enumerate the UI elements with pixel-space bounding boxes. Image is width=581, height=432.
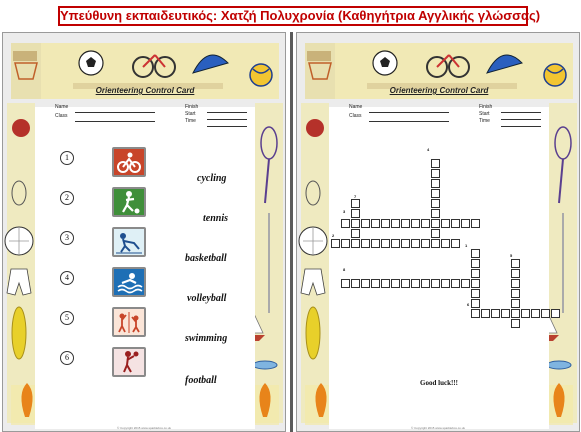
crossword-cell: [431, 169, 440, 178]
word-cycling: cycling: [197, 173, 227, 184]
volleyball-icon: [112, 307, 146, 337]
crossword-cell: [431, 219, 440, 228]
crossword-cell: [421, 219, 430, 228]
crossword-cell: [431, 229, 440, 238]
crossword-cell: [341, 239, 350, 248]
crossword-cell: [351, 239, 360, 248]
crossword-cell: [501, 309, 510, 318]
crossword-cell: [431, 179, 440, 188]
crossword-cell: [431, 209, 440, 218]
clue-number-4: 4: [427, 147, 430, 152]
name-label: Name: [349, 104, 363, 110]
crossword-cell: [471, 309, 480, 318]
good-luck-text: Good luck!!!: [420, 379, 458, 387]
crossword-cell: [401, 279, 410, 288]
crossword-cell: [421, 279, 430, 288]
clue-number-5: 5: [510, 253, 513, 258]
crossword-grid: [329, 107, 549, 407]
clue-number-1: 1: [465, 243, 468, 248]
crossword-cell: [381, 279, 390, 288]
clue-number-6: 6: [467, 302, 470, 307]
crossword-cell: [351, 199, 360, 208]
crossword-cell: [541, 309, 550, 318]
copyright-note: © Copyright 2015 www.sparklebox.co.uk: [411, 426, 465, 430]
crossword-cell: [431, 189, 440, 198]
finish-label: Finish: [479, 104, 493, 110]
word-volleyball: volleyball: [187, 293, 227, 304]
clue-number-3: 3: [343, 209, 346, 214]
card-body: [35, 86, 255, 429]
clue-number-8: 8: [343, 267, 346, 272]
crossword-cell: [511, 269, 520, 278]
crossword-cell: [411, 219, 420, 228]
crossword-cell: [391, 239, 400, 248]
crossword-cell: [341, 219, 350, 228]
card-title: Orienteering Control Card: [389, 86, 489, 95]
football-icon: [112, 187, 146, 217]
crossword-cell: [451, 239, 460, 248]
crossword-cell: [361, 239, 370, 248]
crossword-cell: [511, 319, 520, 328]
start-label: Start: [185, 111, 196, 117]
crossword-cell: [471, 269, 480, 278]
crossword-cell: [441, 219, 450, 228]
crossword-cell: [351, 219, 360, 228]
finish-line: [207, 112, 247, 113]
crossword-cell: [491, 309, 500, 318]
class-label: Class: [55, 113, 68, 119]
swimming-icon: [112, 267, 146, 297]
crossword-cell: [461, 279, 470, 288]
control-number-6: 6: [60, 351, 74, 365]
crossword-cell: [381, 239, 390, 248]
class-label: Class: [349, 113, 362, 119]
crossword-cell: [521, 309, 530, 318]
crossword-cell: [431, 199, 440, 208]
word-basketball: basketball: [185, 253, 227, 264]
control-number-2: 2: [60, 191, 74, 205]
crossword-cell: [371, 239, 380, 248]
card-body: [329, 86, 549, 429]
page-divider: [290, 32, 293, 432]
control-number-5: 5: [60, 311, 74, 325]
crossword-cell: [351, 209, 360, 218]
left-worksheet: [2, 32, 286, 432]
crossword-cell: [411, 279, 420, 288]
crossword-cell: [431, 159, 440, 168]
crossword-cell: [471, 299, 480, 308]
crossword-cell: [371, 219, 380, 228]
crossword-cell: [361, 279, 370, 288]
crossword-cell: [381, 219, 390, 228]
crossword-cell: [341, 279, 350, 288]
crossword-cell: [511, 309, 520, 318]
word-swimming: swimming: [185, 333, 228, 344]
crossword-cell: [361, 219, 370, 228]
crossword-cell: [471, 249, 480, 258]
card-title: Orienteering Control Card: [95, 86, 195, 95]
crossword-cell: [351, 279, 360, 288]
time-line: [207, 126, 247, 127]
crossword-cell: [401, 239, 410, 248]
word-football: football: [185, 375, 217, 386]
time-label: Time: [185, 118, 196, 124]
crossword-cell: [451, 279, 460, 288]
crossword-cell: [511, 259, 520, 268]
control-number-1: 1: [60, 151, 74, 165]
crossword-cell: [331, 239, 340, 248]
copyright-note: © Copyright 2015 www.sparklebox.co.uk: [117, 426, 171, 430]
right-worksheet: [296, 32, 580, 432]
crossword-cell: [471, 259, 480, 268]
crossword-cell: [431, 239, 440, 248]
clue-number-7: 7: [354, 194, 357, 199]
control-number-3: 3: [60, 231, 74, 245]
cycling-icon: [112, 147, 146, 177]
crossword-cell: [471, 289, 480, 298]
crossword-cell: [421, 239, 430, 248]
crossword-cell: [511, 289, 520, 298]
crossword-cell: [511, 299, 520, 308]
crossword-cell: [471, 219, 480, 228]
crossword-cell: [441, 239, 450, 248]
crossword-cell: [391, 219, 400, 228]
name-line: [75, 112, 155, 113]
crossword-cell: [511, 279, 520, 288]
crossword-cell: [461, 219, 470, 228]
teacher-banner: Υπεύθυνη εκπαιδευτικός: Χατζή Πολυχρονία (Καθηγήτρια Αγγλικής γλώσσας): [58, 6, 528, 26]
control-number-4: 4: [60, 271, 74, 285]
start-line: [207, 119, 247, 120]
hockey-icon: [112, 227, 146, 257]
crossword-cell: [441, 279, 450, 288]
crossword-cell: [371, 279, 380, 288]
clue-number-2: 2: [332, 233, 335, 238]
crossword-cell: [401, 219, 410, 228]
crossword-cell: [351, 229, 360, 238]
name-label: Name: [55, 104, 69, 110]
crossword-cell: [431, 279, 440, 288]
crossword-cell: [481, 309, 490, 318]
basketball-icon: [112, 347, 146, 377]
crossword-cell: [451, 219, 460, 228]
time-label: Time: [479, 118, 490, 124]
start-label: Start: [479, 111, 490, 117]
crossword-cell: [551, 309, 560, 318]
crossword-cell: [391, 279, 400, 288]
finish-label: Finish: [185, 104, 199, 110]
crossword-cell: [411, 239, 420, 248]
class-line: [75, 121, 155, 122]
crossword-cell: [531, 309, 540, 318]
word-tennis: tennis: [203, 213, 229, 224]
crossword-cell: [471, 279, 480, 288]
